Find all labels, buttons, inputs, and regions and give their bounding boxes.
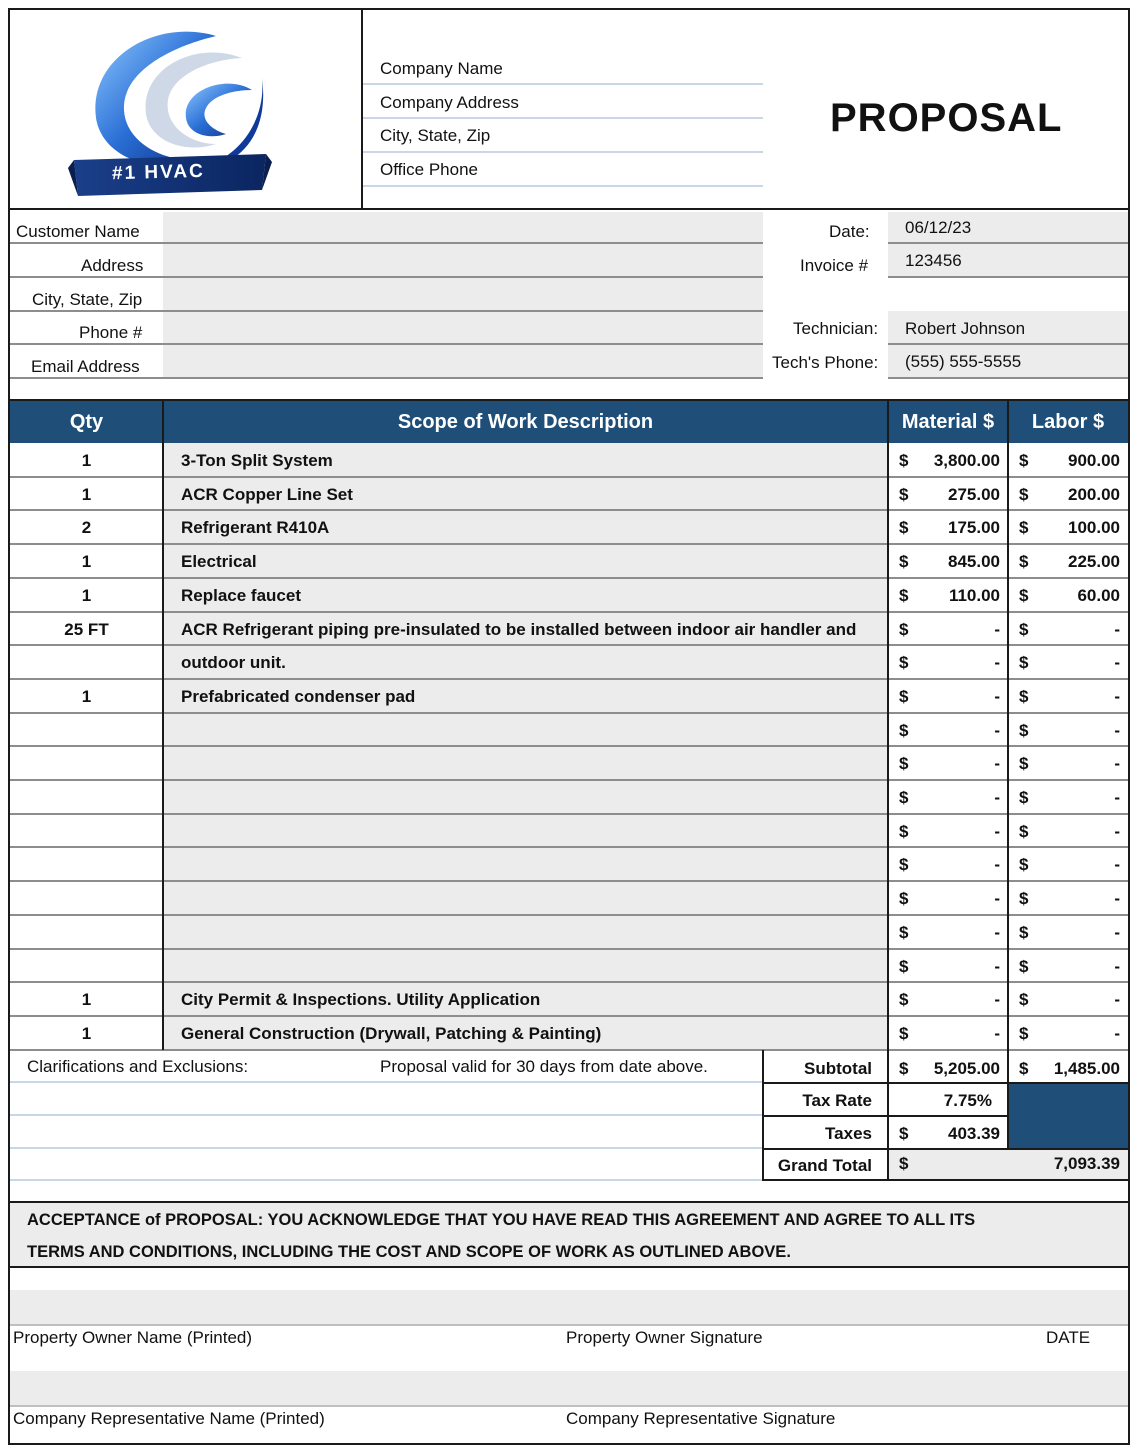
rep-signature-label: Company Representative Signature <box>566 1409 836 1428</box>
row-labor: - <box>1114 754 1120 774</box>
owner-name-label: Property Owner Name (Printed) <box>13 1328 253 1347</box>
company-address-label: Company Address <box>380 93 519 112</box>
row-description: Electrical <box>181 552 257 572</box>
office-phone-line <box>363 185 763 187</box>
row-qty: 1 <box>81 585 92 605</box>
currency-symbol: $ <box>1019 653 1029 673</box>
row-labor: 900.00 <box>1068 451 1120 470</box>
col-divider-desc <box>887 401 889 1181</box>
currency-symbol: $ <box>1019 585 1029 605</box>
row-material: 845.00 <box>948 552 1000 572</box>
currency-symbol: $ <box>899 855 909 875</box>
row-labor: - <box>1114 922 1120 942</box>
row-labor: - <box>1114 889 1120 909</box>
currency-symbol: $ <box>899 552 909 572</box>
row-description: ACR Copper Line Set <box>181 484 353 504</box>
row-material: - <box>994 720 1000 740</box>
invoice-value: 123456 <box>905 251 962 270</box>
row-material: - <box>994 788 1000 807</box>
row-labor: 200.00 <box>1068 484 1120 504</box>
validity-note: Proposal valid for 30 days from date above. <box>380 1057 708 1076</box>
currency-symbol: $ <box>899 720 909 740</box>
row-material: 275.00 <box>948 484 1000 504</box>
table-row-line <box>10 611 1128 613</box>
row-description: General Construction (Drywall, Patching & Painting) <box>181 1023 602 1043</box>
row-description: ACR Refrigerant piping pre-insulated to be installed between indoor air handler and <box>181 619 857 639</box>
row-labor: - <box>1114 956 1120 976</box>
owner-signature-field[interactable] <box>10 1290 1128 1324</box>
currency-symbol: $ <box>1019 788 1029 807</box>
rep-name-label: Company Representative Name (Printed) <box>13 1409 325 1428</box>
tax-rate-label: Tax Rate <box>802 1091 872 1110</box>
currency-symbol: $ <box>1019 990 1029 1010</box>
taxes-value: 403.39 <box>948 1124 1000 1143</box>
currency-symbol: $ <box>899 754 909 774</box>
row-labor: - <box>1114 990 1120 1010</box>
currency-symbol: $ <box>899 653 909 673</box>
address-label: Address <box>81 256 144 275</box>
row-labor: - <box>1114 686 1120 706</box>
row-labor: - <box>1114 619 1120 639</box>
date-signature-label: DATE <box>1046 1328 1091 1347</box>
row-qty: 25 FT <box>64 619 109 639</box>
currency-symbol: $ <box>1019 484 1029 504</box>
row-labor: - <box>1114 1023 1120 1043</box>
table-row-line <box>10 1015 1128 1017</box>
currency-symbol: $ <box>1019 855 1029 875</box>
technician-label: Technician: <box>793 319 879 338</box>
date-label: Date: <box>829 222 870 241</box>
customer-row-line <box>10 276 763 278</box>
currency-symbol: $ <box>899 922 909 942</box>
table-row-line <box>10 543 1128 545</box>
currency-symbol: $ <box>899 990 909 1010</box>
invoice-label: Invoice # <box>800 256 869 275</box>
table-row-line <box>10 644 1128 646</box>
currency-symbol: $ <box>1019 821 1029 841</box>
row-labor: 225.00 <box>1068 552 1120 572</box>
acceptance-line-2: TERMS AND CONDITIONS, INCLUDING THE COST AND SCOPE OF WORK AS OUTLINED ABOVE. <box>27 1243 791 1261</box>
currency-symbol: $ <box>899 518 909 538</box>
col-divider-material <box>1007 401 1009 1150</box>
row-material: 175.00 <box>948 518 1000 538</box>
customer-row-line <box>10 310 763 312</box>
subtotal-labor: 1,485.00 <box>1053 1059 1120 1078</box>
row-qty: 1 <box>81 686 92 706</box>
table-row-line <box>10 880 1128 882</box>
meta-row-line <box>888 377 1128 379</box>
header-bottom-rule <box>10 208 1130 210</box>
row-material: - <box>994 990 1000 1010</box>
currency-symbol: $ <box>899 788 909 807</box>
row-qty: 1 <box>81 451 92 470</box>
date-value: 06/12/23 <box>905 218 972 237</box>
row-description: Refrigerant R410A <box>181 518 330 538</box>
currency-symbol: $ <box>899 484 909 504</box>
currency-symbol: $ <box>1019 552 1029 572</box>
clarification-line <box>10 1081 762 1083</box>
row-description: Prefabricated condenser pad <box>181 686 416 706</box>
table-row-line <box>10 914 1128 916</box>
currency-symbol: $ <box>899 956 909 976</box>
company-name-label: Company Name <box>380 59 503 78</box>
taxes-label: Taxes <box>825 1124 872 1143</box>
totals-row-rule <box>762 1179 1128 1181</box>
acceptance-bottom-rule <box>10 1266 1130 1268</box>
company-name-line <box>363 83 763 85</box>
table-row-line <box>10 745 1128 747</box>
table-top-rule <box>10 399 1128 401</box>
description-header: Scope of Work Description <box>397 411 654 433</box>
row-material: - <box>994 956 1000 976</box>
row-material: - <box>994 922 1000 942</box>
table-row-line <box>10 813 1128 815</box>
phone-label: Phone # <box>79 323 143 342</box>
row-labor: - <box>1114 720 1120 740</box>
customer-fields-area[interactable] <box>163 212 763 378</box>
currency-symbol: $ <box>1019 451 1029 470</box>
company-city-line <box>363 151 763 153</box>
currency-symbol: $ <box>1019 518 1029 538</box>
row-labor: 60.00 <box>1077 585 1120 605</box>
grand-total-value: 7,093.39 <box>1053 1154 1120 1173</box>
rep-signature-field[interactable] <box>10 1371 1128 1405</box>
customer-row-line <box>10 377 763 379</box>
tech-phone-label: Tech's Phone: <box>772 353 879 372</box>
subtotal-label: Subtotal <box>804 1059 872 1078</box>
row-labor: 100.00 <box>1068 518 1120 538</box>
currency-symbol: $ <box>1019 754 1029 774</box>
tech-phone-value: (555) 555-5555 <box>905 352 1022 371</box>
office-phone-label: Office Phone <box>380 160 478 179</box>
table-row-line <box>10 981 1128 983</box>
row-material: - <box>994 619 1000 639</box>
row-material: 3,800.00 <box>933 451 1000 470</box>
qty-header: Qty <box>69 411 104 433</box>
currency-symbol: $ <box>899 1154 909 1173</box>
currency-symbol: $ <box>899 1023 909 1043</box>
table-row-line <box>10 509 1128 511</box>
customer-row-line <box>10 242 763 244</box>
currency-symbol: $ <box>1019 1023 1029 1043</box>
row-labor: - <box>1114 788 1120 807</box>
row-material: - <box>994 754 1000 774</box>
signature-line <box>10 1324 1128 1326</box>
currency-symbol: $ <box>899 451 909 470</box>
email-label: Email Address <box>31 357 140 376</box>
row-material: - <box>994 686 1000 706</box>
row-material: - <box>994 821 1000 841</box>
subtotal-material: 5,205.00 <box>933 1059 1000 1078</box>
labor-tax-filler <box>1009 1084 1128 1148</box>
table-row-line <box>10 948 1128 950</box>
table-row-line <box>10 712 1128 714</box>
currency-symbol: $ <box>899 1124 909 1143</box>
row-qty: 1 <box>81 552 92 572</box>
table-row-line <box>10 678 1128 680</box>
row-description: Replace faucet <box>181 585 301 605</box>
table-row-line <box>10 779 1128 781</box>
currency-symbol: $ <box>899 619 909 639</box>
currency-symbol: $ <box>1019 686 1029 706</box>
clarification-line <box>10 1147 762 1149</box>
currency-symbol: $ <box>899 1059 909 1078</box>
clarification-line <box>10 1114 762 1116</box>
row-description: City Permit & Inspections. Utility Application <box>181 990 541 1010</box>
col-divider-qty <box>162 401 164 1050</box>
currency-symbol: $ <box>899 889 909 909</box>
currency-symbol: $ <box>1019 1059 1029 1078</box>
document-title: PROPOSAL <box>830 96 1063 140</box>
row-material: - <box>994 653 1000 673</box>
row-qty: 1 <box>81 990 92 1010</box>
currency-symbol: $ <box>1019 619 1029 639</box>
row-labor: - <box>1114 855 1120 875</box>
tax-rate-value: 7.75% <box>943 1091 992 1110</box>
company-logo <box>66 18 272 198</box>
table-row-line <box>10 846 1128 848</box>
header-divider <box>361 10 363 209</box>
clarifications-label: Clarifications and Exclusions: <box>27 1057 249 1076</box>
technician-value: Robert Johnson <box>905 319 1026 338</box>
currency-symbol: $ <box>899 585 909 605</box>
customer-row-line <box>10 343 763 345</box>
row-qty: 2 <box>81 518 92 538</box>
currency-symbol: $ <box>899 686 909 706</box>
currency-symbol: $ <box>899 821 909 841</box>
company-city-label: City, State, Zip <box>380 126 491 145</box>
table-row-line <box>10 577 1128 579</box>
row-material: - <box>994 889 1000 909</box>
acceptance-line-1: ACCEPTANCE of PROPOSAL: YOU ACKNOWLEDGE THAT YOU HAVE READ THIS AGREEMENT AND AGREE TO ALL ITS <box>27 1211 976 1229</box>
row-qty: 1 <box>81 484 92 504</box>
row-labor: - <box>1114 821 1120 841</box>
currency-symbol: $ <box>1019 956 1029 976</box>
clarification-line <box>10 1179 762 1181</box>
currency-symbol: $ <box>1019 922 1029 942</box>
owner-signature-label: Property Owner Signature <box>566 1328 763 1347</box>
company-address-line <box>363 117 763 119</box>
row-description: outdoor unit. <box>181 653 286 673</box>
currency-symbol: $ <box>1019 720 1029 740</box>
row-material: 110.00 <box>948 585 1000 605</box>
row-labor: - <box>1114 653 1120 673</box>
row-material: - <box>994 855 1000 875</box>
row-description: 3-Ton Split System <box>181 451 333 470</box>
table-row-line <box>10 476 1128 478</box>
logo-text: #1 HVAC <box>111 160 206 185</box>
meta-row-line <box>888 276 1128 278</box>
signature-line <box>10 1405 1128 1407</box>
city-state-zip-label: City, State, Zip <box>32 290 143 309</box>
customer-name-label: Customer Name <box>16 222 140 241</box>
material-header: Material $ <box>901 411 995 433</box>
row-qty: 1 <box>81 1023 92 1043</box>
currency-symbol: $ <box>1019 889 1029 909</box>
labor-header: Labor $ <box>1031 411 1105 433</box>
grand-total-label: Grand Total <box>777 1156 872 1175</box>
row-material: - <box>994 1023 1000 1043</box>
table-row-line <box>10 1049 1128 1051</box>
